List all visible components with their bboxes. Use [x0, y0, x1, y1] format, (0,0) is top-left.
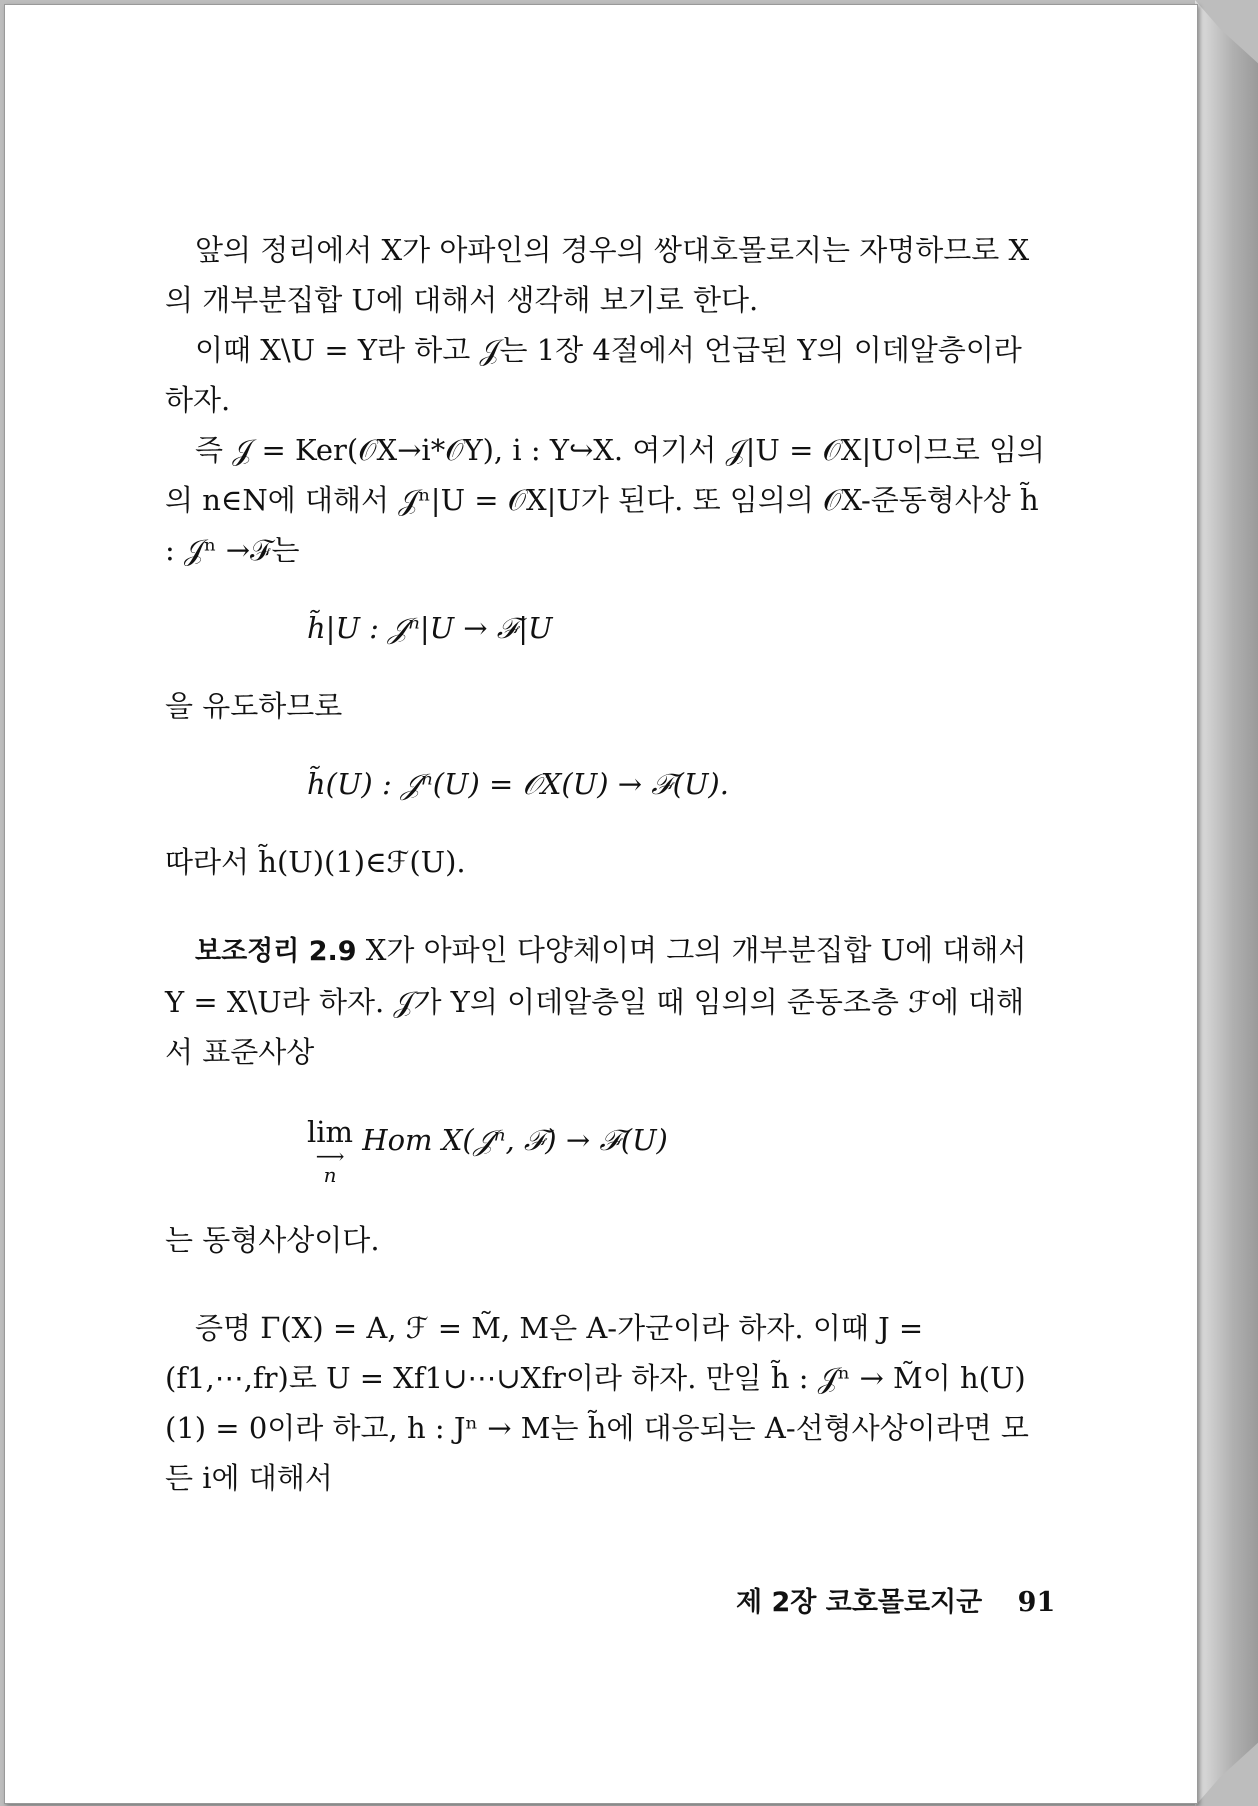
paragraph-7: 증명 Γ(X) = A, ℱ = M̃, M은 A-가군이라 하자. 이때 J = (f1,⋯,fr)로 U = Xf1∪⋯∪Xfr이라 하자. 만일 h̃ : 𝒥ⁿ → M̃이 h(U)(1) = 0이라 하고, h : Jⁿ → M는 h̃에 대응되는 A-선형사상이라면 모든 i에 대해서	[165, 1311, 1029, 1495]
limit-label: lim	[307, 1115, 354, 1149]
lemma-body: X가 아파인 다양체이며 그의 개부분집합 U에 대해서 Y = X\U라 하자. 𝒥가 Y의 이데알층일 때 임의의 준동조층 ℱ에 대해서 표준사상	[165, 933, 1027, 1069]
page-spine	[1195, 0, 1258, 1806]
chapter-title: 제 2장 코호몰로지군	[736, 1587, 983, 1618]
spacer	[165, 1077, 1045, 1115]
spacer	[165, 1187, 1045, 1215]
lemma-heading: 보조정리 2.9	[195, 936, 357, 967]
spacer	[165, 653, 1045, 681]
equation-3-rest: Hom X(𝒥ⁿ, ℱ) → ℱ(U)	[362, 1123, 668, 1157]
spacer	[165, 809, 1045, 837]
spacer	[165, 731, 1045, 759]
spacer	[165, 575, 1045, 603]
lemma-paragraph	[165, 925, 1045, 1077]
paragraph-5: 따라서 h̃(U)(1)∈ℱ(U).	[165, 845, 466, 879]
equation-1: h̃|U : 𝒥ⁿ|U → ℱ|U	[307, 611, 553, 645]
page-footer	[736, 1580, 1055, 1619]
paragraph-6: 는 동형사상이다.	[165, 1223, 380, 1257]
spacer	[165, 887, 1045, 925]
limit-operator	[307, 1115, 353, 1187]
equation-3	[165, 1115, 1045, 1187]
paragraph-3: 즉 𝒥 = Ker(𝒪X→i*𝒪Y), i : Y↪X. 여기서 𝒥|U = 𝒪X|U이므로 임의의 n∈N에 대해서 𝒥ⁿ|U = 𝒪X|U가 된다. 또 임의의 𝒪X-준동형사상 h̃ : 𝒥ⁿ →ℱ는	[165, 433, 1045, 567]
paragraph-4: 을 유도하므로	[165, 689, 343, 723]
page-content	[165, 225, 1045, 1503]
page-number: 91	[1017, 1587, 1056, 1618]
limit-subscript: n	[323, 1163, 337, 1187]
right-arrow-icon: ⟶	[315, 1144, 345, 1168]
spacer	[165, 1265, 1045, 1303]
paragraph-2: 이때 X\U = Y라 하고 𝒥는 1장 4절에서 언급된 Y의 이데알층이라 하자.	[165, 333, 1022, 417]
equation-2: h̃(U) : 𝒥ⁿ(U) = 𝒪X(U) → ℱ(U).	[307, 767, 729, 801]
paragraph-1: 앞의 정리에서 X가 아파인의 경우의 쌍대호몰로지는 자명하므로 X의 개부분집합 U에 대해서 생각해 보기로 한다.	[165, 233, 1030, 317]
book-page	[4, 4, 1198, 1804]
